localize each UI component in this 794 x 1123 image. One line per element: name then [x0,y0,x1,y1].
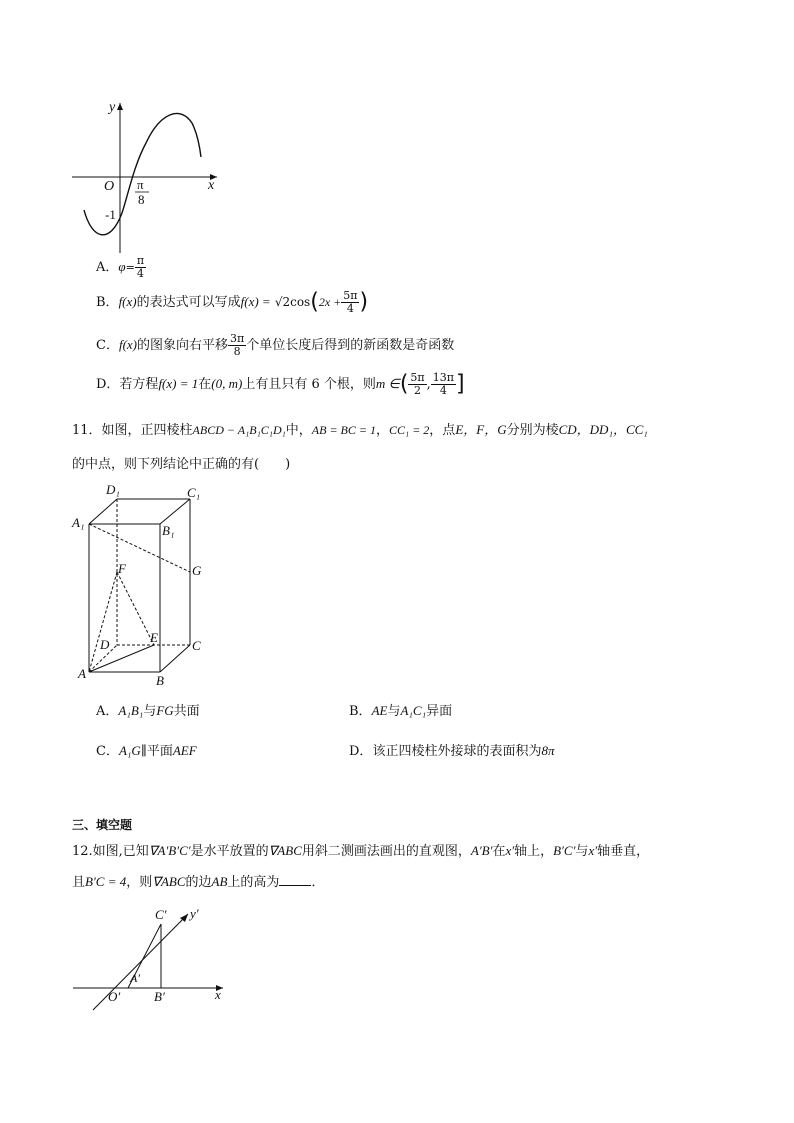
graph1-tick-den: 8 [138,192,145,207]
label-x: x [215,987,221,1002]
stem-text: ． [311,875,325,890]
math: AEF [172,743,197,758]
q10-option-d: D．若方程f(x) = 1在(0, m)上有且只有 6 个根，则m ∈( $\frac{5\pi}{2}$ , $\frac{13\pi}{4}$ ] [96,371,465,397]
section-title: 三、填空题 [72,818,133,832]
math: m ∈ [375,376,400,391]
math: AB [211,874,228,889]
q11-option-d [349,742,554,761]
math: 2x + [318,295,342,309]
stem-text: 轴垂直， [597,844,650,859]
math: , [426,377,431,392]
math: f(x) [118,294,137,309]
fraction-num: 3π [230,332,245,345]
oblique-diagram [68,902,238,1017]
math: ∇ABC [268,843,302,858]
label-E: E [150,630,158,645]
q12-stem-line1 [72,842,649,861]
stem-text: 11．如图，正四棱柱 [72,423,193,438]
stem-text: 分别为棱 [506,423,559,438]
fraction-num: 13π [432,371,455,384]
graph1-origin-label: O [104,179,115,194]
math: f(x) = 1 [158,376,199,391]
label-y-prime: y′ [190,906,199,921]
fraction [341,290,359,315]
label-C: C [192,638,201,653]
fraction-num: 5π [410,371,425,384]
math: FG [156,703,174,718]
label-C1: C₁ [187,485,201,500]
graph1-tick-num: π [137,177,144,192]
math: E，F，G [455,422,507,437]
stem-text: 是水平放置的 [190,844,269,859]
option-prefix: B． [96,295,119,310]
math: √2cos [274,295,311,309]
fraction [408,372,426,397]
stem-text: ，点 [429,423,456,438]
math: f(x) [118,337,137,352]
math: 8π [541,743,555,758]
graph1-neg-label: -1 [105,207,116,222]
fraction-num: π [136,254,145,267]
option-text: 异面 [426,704,453,719]
graph1-y-label: y [109,100,116,115]
math: B′C = 4 [85,874,127,889]
q11-option-b [349,702,452,721]
fraction [135,255,146,280]
q11-option-c [96,742,197,761]
fraction-den: 2 [414,384,422,397]
fraction-den: 8 [233,345,241,358]
math: ABCD − A₁B₁C₁D₁ [192,423,286,437]
math: AE [371,703,388,718]
option-text: 共面 [173,704,200,719]
option-text: 个单位长度后得到的新函数是奇函数 [246,338,455,353]
option-text: 该正四棱柱外接球的表面积为 [372,744,542,759]
math: A₁C₁ [400,703,427,718]
stem-text: 上的高为 [227,875,280,890]
math: x′ [505,843,515,858]
q10-option-b: B．f(x)的表达式可以写成f(x) = √2cos(2x + $\frac{5\pi}{4}$ ) [96,289,369,315]
math: A′B′ [470,843,493,858]
math: ∇ABC [152,874,186,889]
math: ∇A′B′C′ [148,843,191,858]
label-B: B [156,673,164,688]
math: A₁G [118,743,141,758]
label-A-prime: A′ [130,971,140,985]
stem-text: 且 [72,875,86,890]
fraction-num: 5π [343,289,358,302]
q11-stem-line1 [72,421,648,440]
stem-text: 的边 [185,875,212,890]
fraction-den: 4 [136,267,144,280]
option-prefix: A． [96,260,119,275]
option-text: 与 [387,704,401,719]
math: φ [118,259,126,274]
option-text: 的图象向右平移 [137,338,229,353]
label-C-prime: C′ [155,907,167,922]
label-F: F [118,561,126,576]
math: CD，DD₁，CC₁ [558,422,648,437]
label-A: A [78,666,86,681]
label-G: G [192,563,202,578]
option-text: 的表达式可以写成 [136,295,241,310]
option-text: 在 [198,377,212,392]
label-B-prime: B′ [154,989,165,1004]
option-prefix: C． [96,744,119,759]
stem-text: 与 [575,844,589,859]
answer-blank[interactable] [279,873,311,886]
math: AB = BC = 1 [311,423,376,437]
math: (0, m) [211,376,243,391]
option-prefix: D． [349,744,373,759]
option-text: 与 [143,704,157,719]
q10-option-c [96,333,454,358]
option-prefix: D．若方程 [96,377,159,392]
math: = [125,261,135,274]
prism-diagram [70,480,220,690]
stem-text: 在 [492,844,506,859]
graph1-x-label: x [208,178,215,193]
stem-text: 中， [285,423,312,438]
q10-option-a [96,255,146,280]
math: B′C′ [553,843,576,858]
fraction-den: 4 [346,302,354,315]
label-B1: B₁ [162,523,175,538]
fraction [431,372,456,397]
label-D1: D₁ [106,482,120,497]
label-O-prime: O′ [108,989,121,1004]
stem-text: 12.如图,已知 [72,844,149,859]
stem-text: 用斜二测画法画出的直观图， [301,844,471,859]
math: f(x) = [240,294,271,309]
fraction-den: 4 [439,384,447,397]
function-graph [62,95,232,255]
q12-stem-line2 [72,873,324,892]
option-prefix: C． [96,338,119,353]
option-prefix: B． [349,704,372,719]
stem-text: ，则 [126,875,153,890]
option-prefix: A． [96,704,119,719]
stem-text: ， [376,423,390,438]
fraction [228,333,246,358]
stem-text: 轴上， [514,844,554,859]
label-D: D [100,637,110,652]
q11-stem-line2: 的中点，则下列结论中正确的有( ) [72,457,291,472]
option-text: 上有且只有 6 个根，则 [242,377,376,392]
math: x′ [588,843,598,858]
math: CC₁ = 2 [389,423,430,437]
math: A₁B₁ [118,703,144,718]
label-A1: A₁ [72,515,85,530]
q11-option-a [96,702,200,721]
option-text: ∥平面 [140,744,173,759]
